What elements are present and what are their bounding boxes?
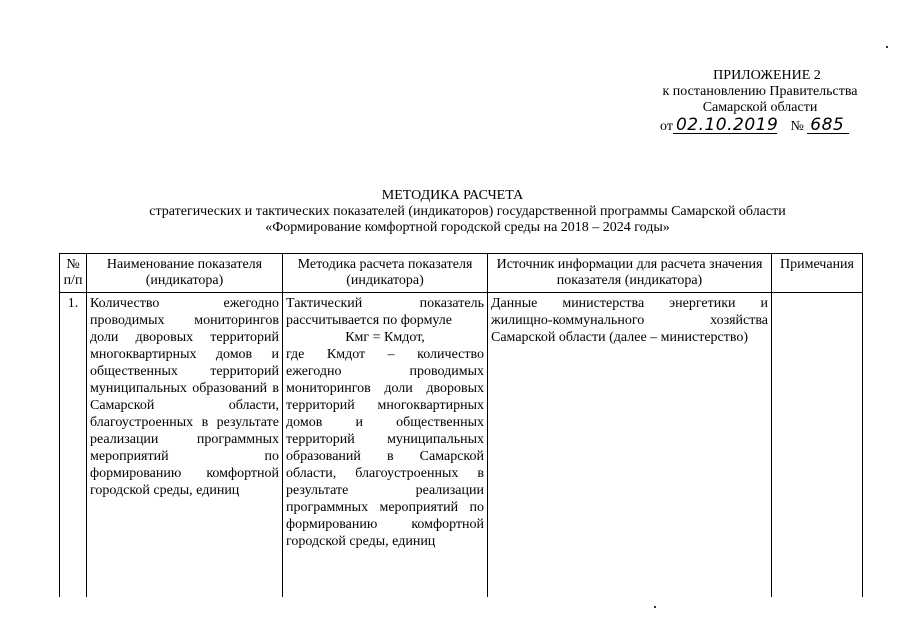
handwritten-date: 02.10.2019 bbox=[673, 117, 777, 134]
date-prefix: от bbox=[660, 119, 673, 134]
header-name: Наименование показателя (индикатора) bbox=[87, 254, 283, 293]
row-num: 1. bbox=[60, 293, 87, 598]
row-notes bbox=[772, 293, 863, 598]
program-name: «Формирование комфортной городской среды на 2018 – 2024 годы» bbox=[265, 220, 670, 235]
header-num: № п/п bbox=[60, 254, 87, 293]
method-formula: Кмг = Кмдот, bbox=[345, 330, 425, 345]
header-notes: Примечания bbox=[772, 254, 863, 293]
method-intro: Тактический показатель рассчитывается по формуле bbox=[286, 296, 484, 328]
scan-speck bbox=[654, 606, 656, 608]
table-header-row bbox=[60, 254, 863, 293]
number-prefix: № bbox=[790, 119, 804, 134]
appendix-decree-line: к постановлению Правительства bbox=[662, 84, 858, 99]
document-title: МЕТОДИКА РАСЧЕТА bbox=[381, 188, 524, 203]
row-method bbox=[283, 293, 488, 598]
table-row bbox=[60, 293, 863, 598]
row-source: Данные министерства энергетики и жилищно-коммунального хозяйства Самарской области (далее – министерство) bbox=[488, 293, 772, 598]
scan-speck bbox=[886, 46, 888, 48]
decree-date-number-line bbox=[660, 117, 849, 135]
appendix-region-line: Самарской области bbox=[702, 100, 818, 115]
row-indicator-name: Количество ежегодно проводимых мониторингов доли дворовых территорий многоквартирных домов и общественных территорий муниципальных образований в Самарской области, благоустроенных в результате реализации программных мероприятий по формированию комфортной городской среды, единиц bbox=[87, 293, 283, 598]
appendix-block bbox=[640, 68, 880, 116]
header-source: Источник информации для расчета значения показателя (индикатора) bbox=[488, 254, 772, 293]
document-title-block bbox=[0, 188, 905, 236]
indicators-table bbox=[59, 253, 863, 597]
handwritten-number: 685 bbox=[807, 117, 849, 134]
appendix-title: ПРИЛОЖЕНИЕ 2 bbox=[713, 68, 821, 83]
method-body: где Кмдот – количество ежегодно проводимых мониторингов доли дворовых территорий многоквартирных домов и общественных территорий муниципальных образований в Самарской области, благоустроенных в результате реализации программных мероприятий по формированию комфортной городской среды, единиц bbox=[286, 347, 484, 549]
header-method: Методика расчета показателя (индикатора) bbox=[283, 254, 488, 293]
document-subtitle: стратегических и тактических показателей (индикаторов) государственной программы Самарской области bbox=[149, 204, 786, 219]
